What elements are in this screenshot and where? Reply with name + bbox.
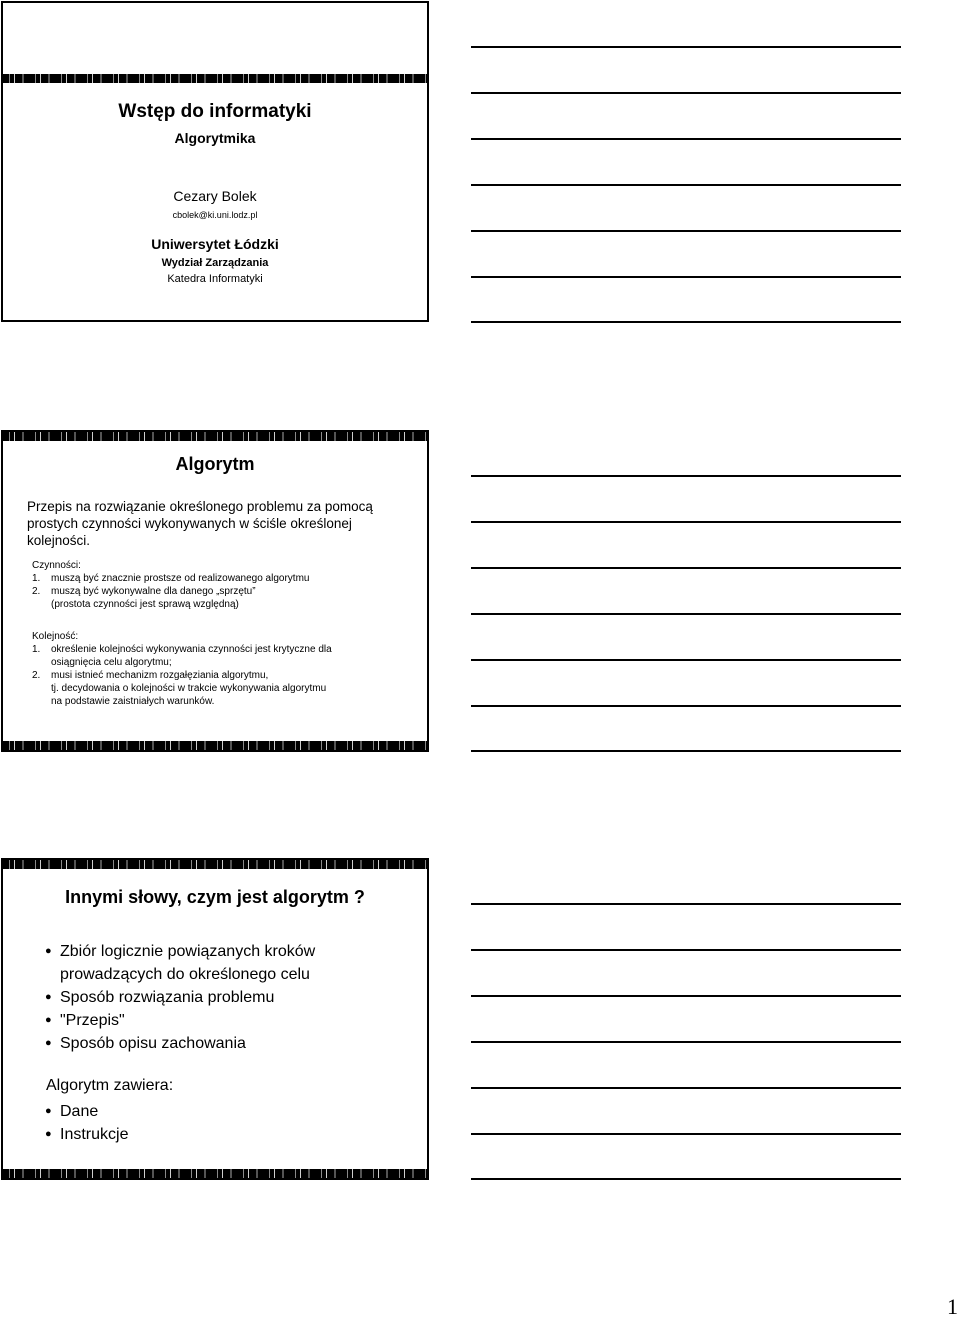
- contains-heading: Algorytm zawiera:: [46, 1077, 174, 1094]
- slide-header-bar: [3, 74, 427, 83]
- note-line: [471, 184, 901, 186]
- note-line: [471, 949, 901, 951]
- actions-section: [32, 559, 309, 611]
- definition-text: Przepis na rozwiązanie określonego problemu za pomocą prostych czynności wykonywanych w ściśle określonej kolejności.: [27, 499, 373, 548]
- author-email: cbolek@ki.uni.lodz.pl: [172, 210, 258, 220]
- list-note: na podstawie zaistniałych warunków.: [51, 696, 215, 707]
- list-item: ● Zbiór logicznie powiązanych kroków prowadzących do określonego celu: [45, 940, 405, 986]
- department-name: Katedra Informatyki: [167, 273, 263, 285]
- note-line: [471, 46, 901, 48]
- page-number: 1: [947, 1294, 958, 1319]
- list-item: 1. określenie kolejności wykonywania czynności jest krytyczne dla osiągnięcia celu algorytmu;: [32, 644, 332, 668]
- list-note: (prostota czynności jest sprawą względną): [51, 599, 239, 610]
- bullet-icon: ●: [45, 1037, 52, 1049]
- contains-list: [45, 1100, 405, 1146]
- note-line: [471, 475, 901, 477]
- note-line: [471, 276, 901, 278]
- bullet-icon: ●: [45, 945, 52, 957]
- note-line: [471, 321, 901, 323]
- slide-header-bar: [3, 432, 427, 441]
- slide-in-other-words: [1, 858, 429, 1180]
- note-line: [471, 230, 901, 232]
- slide-footer-bar: [3, 741, 427, 750]
- slide-title: Innymi słowy, czym jest algorytm ?: [65, 887, 365, 907]
- note-line: [471, 659, 901, 661]
- list-item: 2. muszą być wykonywalne dla danego „sprzętu”: [32, 586, 256, 597]
- note-line: [471, 613, 901, 615]
- faculty-name: Wydział Zarządzania: [161, 257, 269, 269]
- note-line: [471, 567, 901, 569]
- list-item: ● Dane: [45, 1100, 405, 1123]
- presentation-subtitle: Algorytmika: [174, 130, 256, 146]
- note-line: [471, 705, 901, 707]
- note-line: [471, 750, 901, 752]
- note-line: [471, 1087, 901, 1089]
- slide-algorithm: [1, 430, 429, 752]
- list-item: ● "Przepis": [45, 1009, 405, 1032]
- note-line: [471, 92, 901, 94]
- list-item: 1. muszą być znacznie prostsze od realizowanego algorytmu: [32, 573, 310, 584]
- bullet-icon: ●: [45, 1105, 52, 1117]
- slide-footer-bar: [3, 1169, 427, 1178]
- note-line: [471, 995, 901, 997]
- note-line: [471, 1178, 901, 1180]
- note-line: [471, 138, 901, 140]
- slide-header-bar: [3, 860, 427, 869]
- order-section: [32, 630, 351, 708]
- section-heading: Czynności:: [32, 560, 81, 571]
- list-item: 2. musi istnieć mechanizm rozgałęziania algorytmu,: [32, 670, 269, 681]
- list-note: tj. decydowania o kolejności w trakcie wykonywania algorytmu: [51, 683, 327, 694]
- note-line: [471, 1041, 901, 1043]
- bullet-icon: ●: [45, 1014, 52, 1026]
- bullet-icon: ●: [45, 991, 52, 1003]
- author-name: Cezary Bolek: [173, 188, 257, 204]
- slide-title: Algorytm: [175, 454, 255, 474]
- slide-title: [1, 1, 429, 322]
- list-item: ● Instrukcje: [45, 1123, 405, 1146]
- university-name: Uniwersytet Łódzki: [151, 236, 279, 252]
- note-line: [471, 521, 901, 523]
- bullet-list: [45, 940, 405, 1055]
- presentation-title: Wstęp do informatyki: [118, 101, 312, 122]
- note-line: [471, 1133, 901, 1135]
- bullet-icon: ●: [45, 1128, 52, 1140]
- section-heading: Kolejność:: [32, 631, 79, 642]
- note-line: [471, 903, 901, 905]
- list-item: ● Sposób opisu zachowania: [45, 1032, 405, 1055]
- list-item: ● Sposób rozwiązania problemu: [45, 986, 405, 1009]
